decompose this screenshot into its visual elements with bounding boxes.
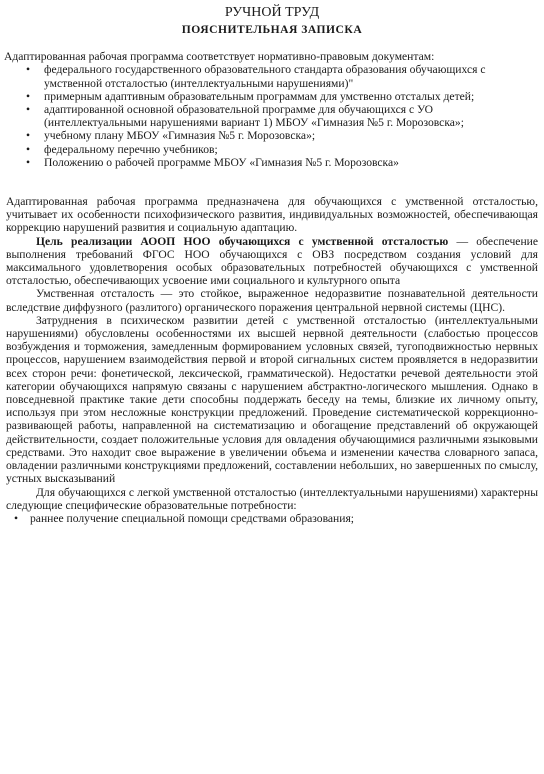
list-item: • Положению о рабочей программе МБОУ «Гимназия №5 г. Морозовска»: [26, 156, 538, 169]
list-item: • адаптированной основной образовательной программе для обучающихся с УО (интеллектуальными нарушениями вариант 1) МБОУ «Гимназия №5 г. Морозовска»;: [26, 103, 538, 129]
spacer: [6, 169, 538, 195]
purpose-paragraph: Адаптированная рабочая программа предназначена для обучающихся с умственной отсталостью, учитывает их особенности психофизического развития, индивидуальных возможностей, обеспечивающая коррекцию нарушений развития и социальную адаптацию.: [6, 195, 538, 235]
document-title: РУЧНОЙ ТРУД: [224, 5, 320, 20]
list-item: • учебному плану МБОУ «Гимназия №5 г. Морозовска»;: [26, 129, 538, 142]
list-item: • федеральному перечню учебников;: [26, 143, 538, 156]
goal-paragraph: [6, 235, 538, 288]
document-subtitle: ПОЯСНИТЕЛЬНАЯ ЗАПИСКА: [181, 23, 363, 36]
list-item: • примерным адаптивным образовательным программам для умственно отсталых детей;: [26, 90, 538, 103]
normative-documents-list: [6, 63, 538, 169]
list-item: • федерального государственного образовательного стандарта образования обучающихся с умственной отсталостью (интеллектуальными нарушениями)": [26, 63, 538, 89]
goal-heading: Цель реализации АООП НОО обучающихся с умственной отсталостью: [36, 234, 449, 248]
definition-paragraph: Умственная отсталость — это стойкое, выраженное недоразвитие познавательной деятельности вследствие диффузного (разлитого) органического поражения центральной нервной системы (ЦНС).: [6, 287, 538, 314]
intro-paragraph: Адаптированная рабочая программа соответствует нормативно-правовым документам:: [4, 50, 435, 64]
development-paragraph: Затруднения в психическом развитии детей с умственной отсталостью (интеллектуальными нарушениями) обусловлены особенностями их высшей нервной деятельности (слабостью процессов возбуждения и торможения, замедленным формированием условных связей, тугоподвижностью нервных процессов, нарушением взаимодействия первой и второй сигнальных систем проявляется в недоразвитии всех сторон речи: фонетической, лексической, грамматической). Недостатки речевой деятельности этой категории обучающихся напрямую связаны с нарушением абстрактно-логического мышления. Однако в повседневной практике такие дети способны поддержать беседу на темы, близкие их личному опыту, используя при этом несложные конструкции предложений. Проведение систематической коррекционно-развивающей работы, направленной на систематизацию и обогащение представлений об окружающей действительности, создает положительные условия для овладения обучающимися различными языковыми средствами. Это находит свое выражение в увеличении объема и изменении качества словарного запаса, овладении различными конструкциями предложений, составлении небольших, но завершенных по смыслу, устных высказываний: [6, 313, 538, 486]
goal-text: — обеспечение выполнения требований ФГОС НОО обучающихся с ОВЗ посредством создания условий для максимального удовлетворения особых образовательных потребностей обучающихся с умственной отсталостью, обеспечивающих усвоение ими социального и культурного опыта: [6, 234, 538, 288]
needs-paragraph: Для обучающихся с легкой умственной отсталостью (интеллектуальными нарушениями) характерны следующие специфические образовательные потребности:: [6, 485, 538, 512]
list-item: • раннее получение специальной помощи средствами образования;: [6, 512, 538, 525]
